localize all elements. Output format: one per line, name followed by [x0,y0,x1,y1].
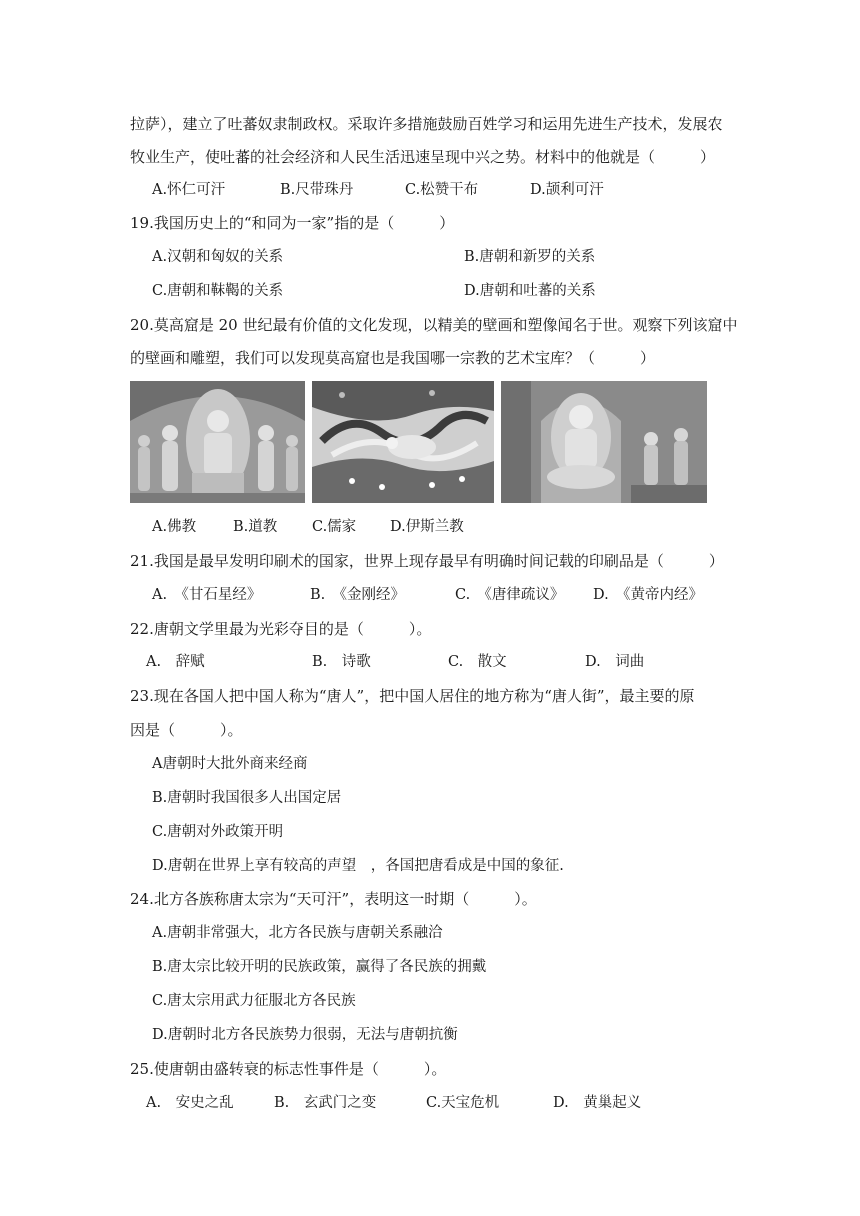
q25-stem: 25.使唐朝由盛转衰的标志性事件是（ ）。 [130,1060,447,1078]
q25-option-a: A. 安史之乱 [146,1095,234,1111]
q24-stem: 24.北方各族称唐太宗为“天可汗”，表明这一时期（ ）。 [130,890,537,908]
q20-option-d: D.伊斯兰教 [390,519,464,535]
flying-apsara-mural-photo [312,381,494,503]
q20-option-b: B.道教 [233,519,278,535]
q21-option-d: D. 《黄帝内经》 [593,587,703,603]
q19-option-c: C.唐朝和靺鞨的关系 [152,283,284,299]
q24-option-d: D.唐朝时北方各民族势力很弱，无法与唐朝抗衡 [152,1027,458,1043]
q23-option-c: C.唐朝对外政策开明 [152,824,284,840]
q22-option-c: C. 散文 [448,654,507,670]
q24-option-a: A.唐朝非常强大，北方各民族与唐朝关系融洽 [152,925,443,941]
q21-option-b: B. 《金刚经》 [310,587,406,603]
buddha-statues-photo [130,381,305,503]
q20-option-a: A.佛教 [152,519,197,535]
q19-option-b: B.唐朝和新罗的关系 [464,249,596,265]
q24-option-c: C.唐太宗用武力征服北方各民族 [152,993,356,1009]
q22-option-a: A. 辞赋 [146,654,205,670]
q18-option-d: D.颉利可汗 [530,182,604,198]
q22-option-b: B. 诗歌 [312,654,371,670]
q18-option-a: A.怀仁可汗 [152,182,226,198]
q23-option-b: B.唐朝时我国很多人出国定居 [152,790,342,806]
q21-option-a: A. 《甘石星经》 [152,587,262,603]
q23-text-line-1: 23.现在各国人把中国人称为“唐人”，把中国人居住的地方称为“唐人街”，最主要的原 [130,687,695,705]
q23-text-line-2: 因是（ ）。 [130,721,243,739]
q19-stem: 19.我国历史上的“和同为一家”指的是（ ） [130,214,455,232]
q21-option-c: C. 《唐律疏议》 [455,587,565,603]
q25-option-c: C.天宝危机 [426,1095,500,1111]
q18-text-line-1: 拉萨），建立了吐蕃奴隶制政权。采取许多措施鼓励百姓学习和运用先进生产技术，发展农 [130,115,723,133]
q24-option-b: B.唐太宗比较开明的民族政策，赢得了各民族的拥戴 [152,959,487,975]
q22-stem: 22.唐朝文学里最为光彩夺目的是（ ）。 [130,620,432,638]
q25-option-d: D. 黄巢起义 [553,1095,642,1111]
q20-text-line-2: 的壁画和雕塑，我们可以发现莫高窟也是我国哪一宗教的艺术宝库？（ ） [130,349,656,367]
q19-option-d: D.唐朝和吐蕃的关系 [464,283,596,299]
q21-stem: 21.我国是最早发明印刷术的国家，世界上现存最早有明确时间记载的印刷品是（ ） [130,552,724,570]
q23-option-a: A唐朝时大批外商来经商 [152,756,308,772]
q18-option-c: C.松赞干布 [405,182,479,198]
q20-option-c: C.儒家 [312,519,357,535]
q18-option-b: B.尺带珠丹 [280,182,354,198]
q19-option-a: A.汉朝和匈奴的关系 [152,249,284,265]
buddha-sculpture-photo [501,381,707,503]
q18-text-line-2: 牧业生产，使吐蕃的社会经济和人民生活迅速呈现中兴之势。材料中的他就是（ ） [130,148,716,166]
q23-option-d: D.唐朝在世界上享有较高的声望 ，各国把唐看成是中国的象征. [152,858,564,874]
q20-text-line-1: 20.莫高窟是 20 世纪最有价值的文化发现，以精美的壁画和塑像闻名于世。观察下列该窟中 [130,316,738,334]
q22-option-d: D. 词曲 [585,654,645,670]
q25-option-b: B. 玄武门之变 [274,1095,377,1111]
